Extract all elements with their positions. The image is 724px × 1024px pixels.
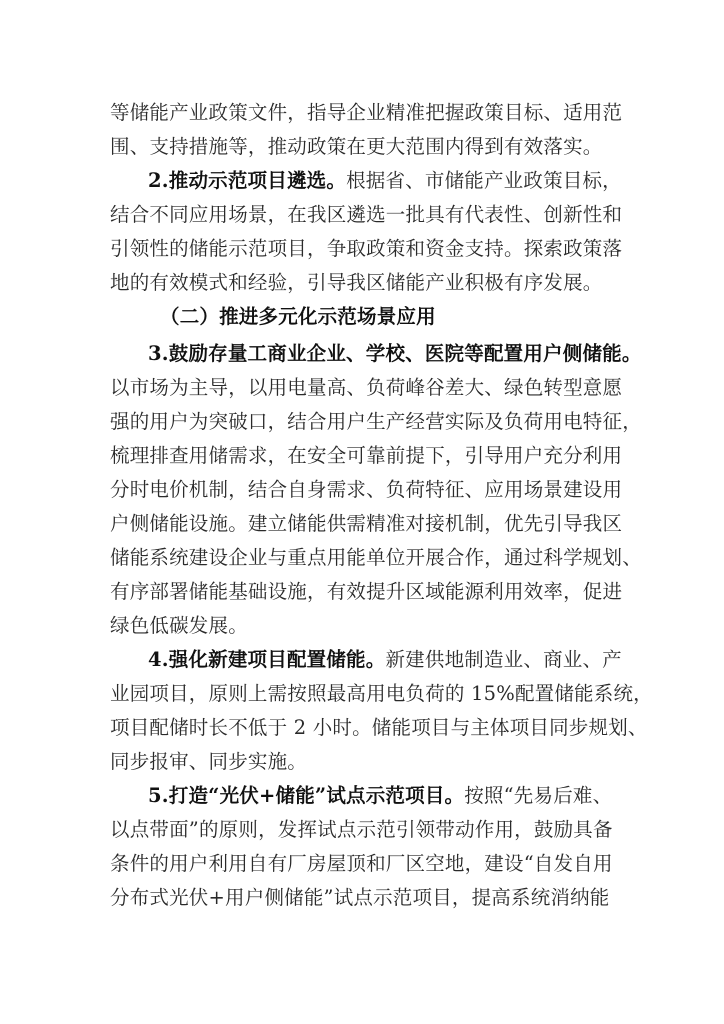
paragraph-line: 结合不同应用场景，在我区遴选一批具有代表性、创新性和: [110, 203, 623, 226]
paragraph-title: 2.推动示范项目遴选。: [148, 169, 347, 192]
paragraph-line: 梳理排查用储需求，在安全可靠前提下，引导用户充分利用: [110, 444, 623, 467]
paragraph-first-line: [148, 643, 630, 677]
paragraph-line: 以市场为主导，以用电量高、负荷峰谷差大、绿色转型意愿: [110, 376, 623, 399]
paragraph-text: 根据省、市储能产业政策目标，: [346, 169, 622, 192]
paragraph-title: 4.强化新建项目配置储能。: [148, 648, 386, 671]
paragraph-line: 分时电价机制，结合自身需求、负荷特征、应用场景建设用: [110, 478, 623, 501]
paragraph-line: 同步报审、同步实施。: [110, 750, 308, 773]
paragraph-title: 5.打造“光伏+储能”试点示范项目。: [148, 784, 465, 807]
paragraph-line: 分布式光伏+用户侧储能”试点示范项目，提高系统消纳能: [110, 886, 610, 909]
paragraph-line: 储能系统建设企业与重点用能单位开展合作，通过科学规划、: [110, 546, 642, 569]
paragraph-line: 绿色低碳发展。: [110, 614, 248, 637]
section-heading: （二）推进多元化示范场景应用: [160, 305, 436, 328]
paragraph-line: 强的用户为突破口，结合用户生产经营实际及负荷用电特征，: [110, 410, 642, 433]
paragraph-line: 项目配储时长不低于 2 小时。储能项目与主体项目同步规划、: [110, 716, 648, 739]
paragraph-line: 业园项目，原则上需按照最高用电负荷的 15%配置储能系统，: [110, 682, 653, 705]
paragraph-line: 等储能产业政策文件，指导企业精准把握政策目标、适用范: [110, 101, 623, 124]
paragraph-text: 按照“先易后难、: [464, 784, 613, 807]
paragraph-line: 条件的用户利用自有厂房屋顶和厂区空地，建设“自发自用: [110, 852, 613, 875]
paragraph-line: 有序部署储能基础设施，有效提升区域能源利用效率，促进: [110, 580, 623, 603]
paragraph-line: 围、支持措施等，推动政策在更大范围内得到有效落实。: [110, 135, 603, 158]
paragraph-title: 3.鼓励存量工商业企业、学校、医院等配置用户侧储能。: [148, 342, 642, 365]
paragraph-line: 地的有效模式和经验，引导我区储能产业积极有序发展。: [110, 271, 603, 294]
paragraph-line: 户侧储能设施。建立储能供需精准对接机制，优先引导我区: [110, 512, 623, 535]
paragraph-line: 以点带面”的原则，发挥试点示范引领带动作用，鼓励具备: [110, 818, 613, 841]
paragraph-first-line: [148, 779, 630, 813]
paragraph-first-line: [148, 164, 630, 198]
paragraph-text: 新建供地制造业、商业、产: [385, 648, 622, 671]
paragraph-line: 引领性的储能示范项目，争取政策和资金支持。探索政策落: [110, 237, 623, 260]
